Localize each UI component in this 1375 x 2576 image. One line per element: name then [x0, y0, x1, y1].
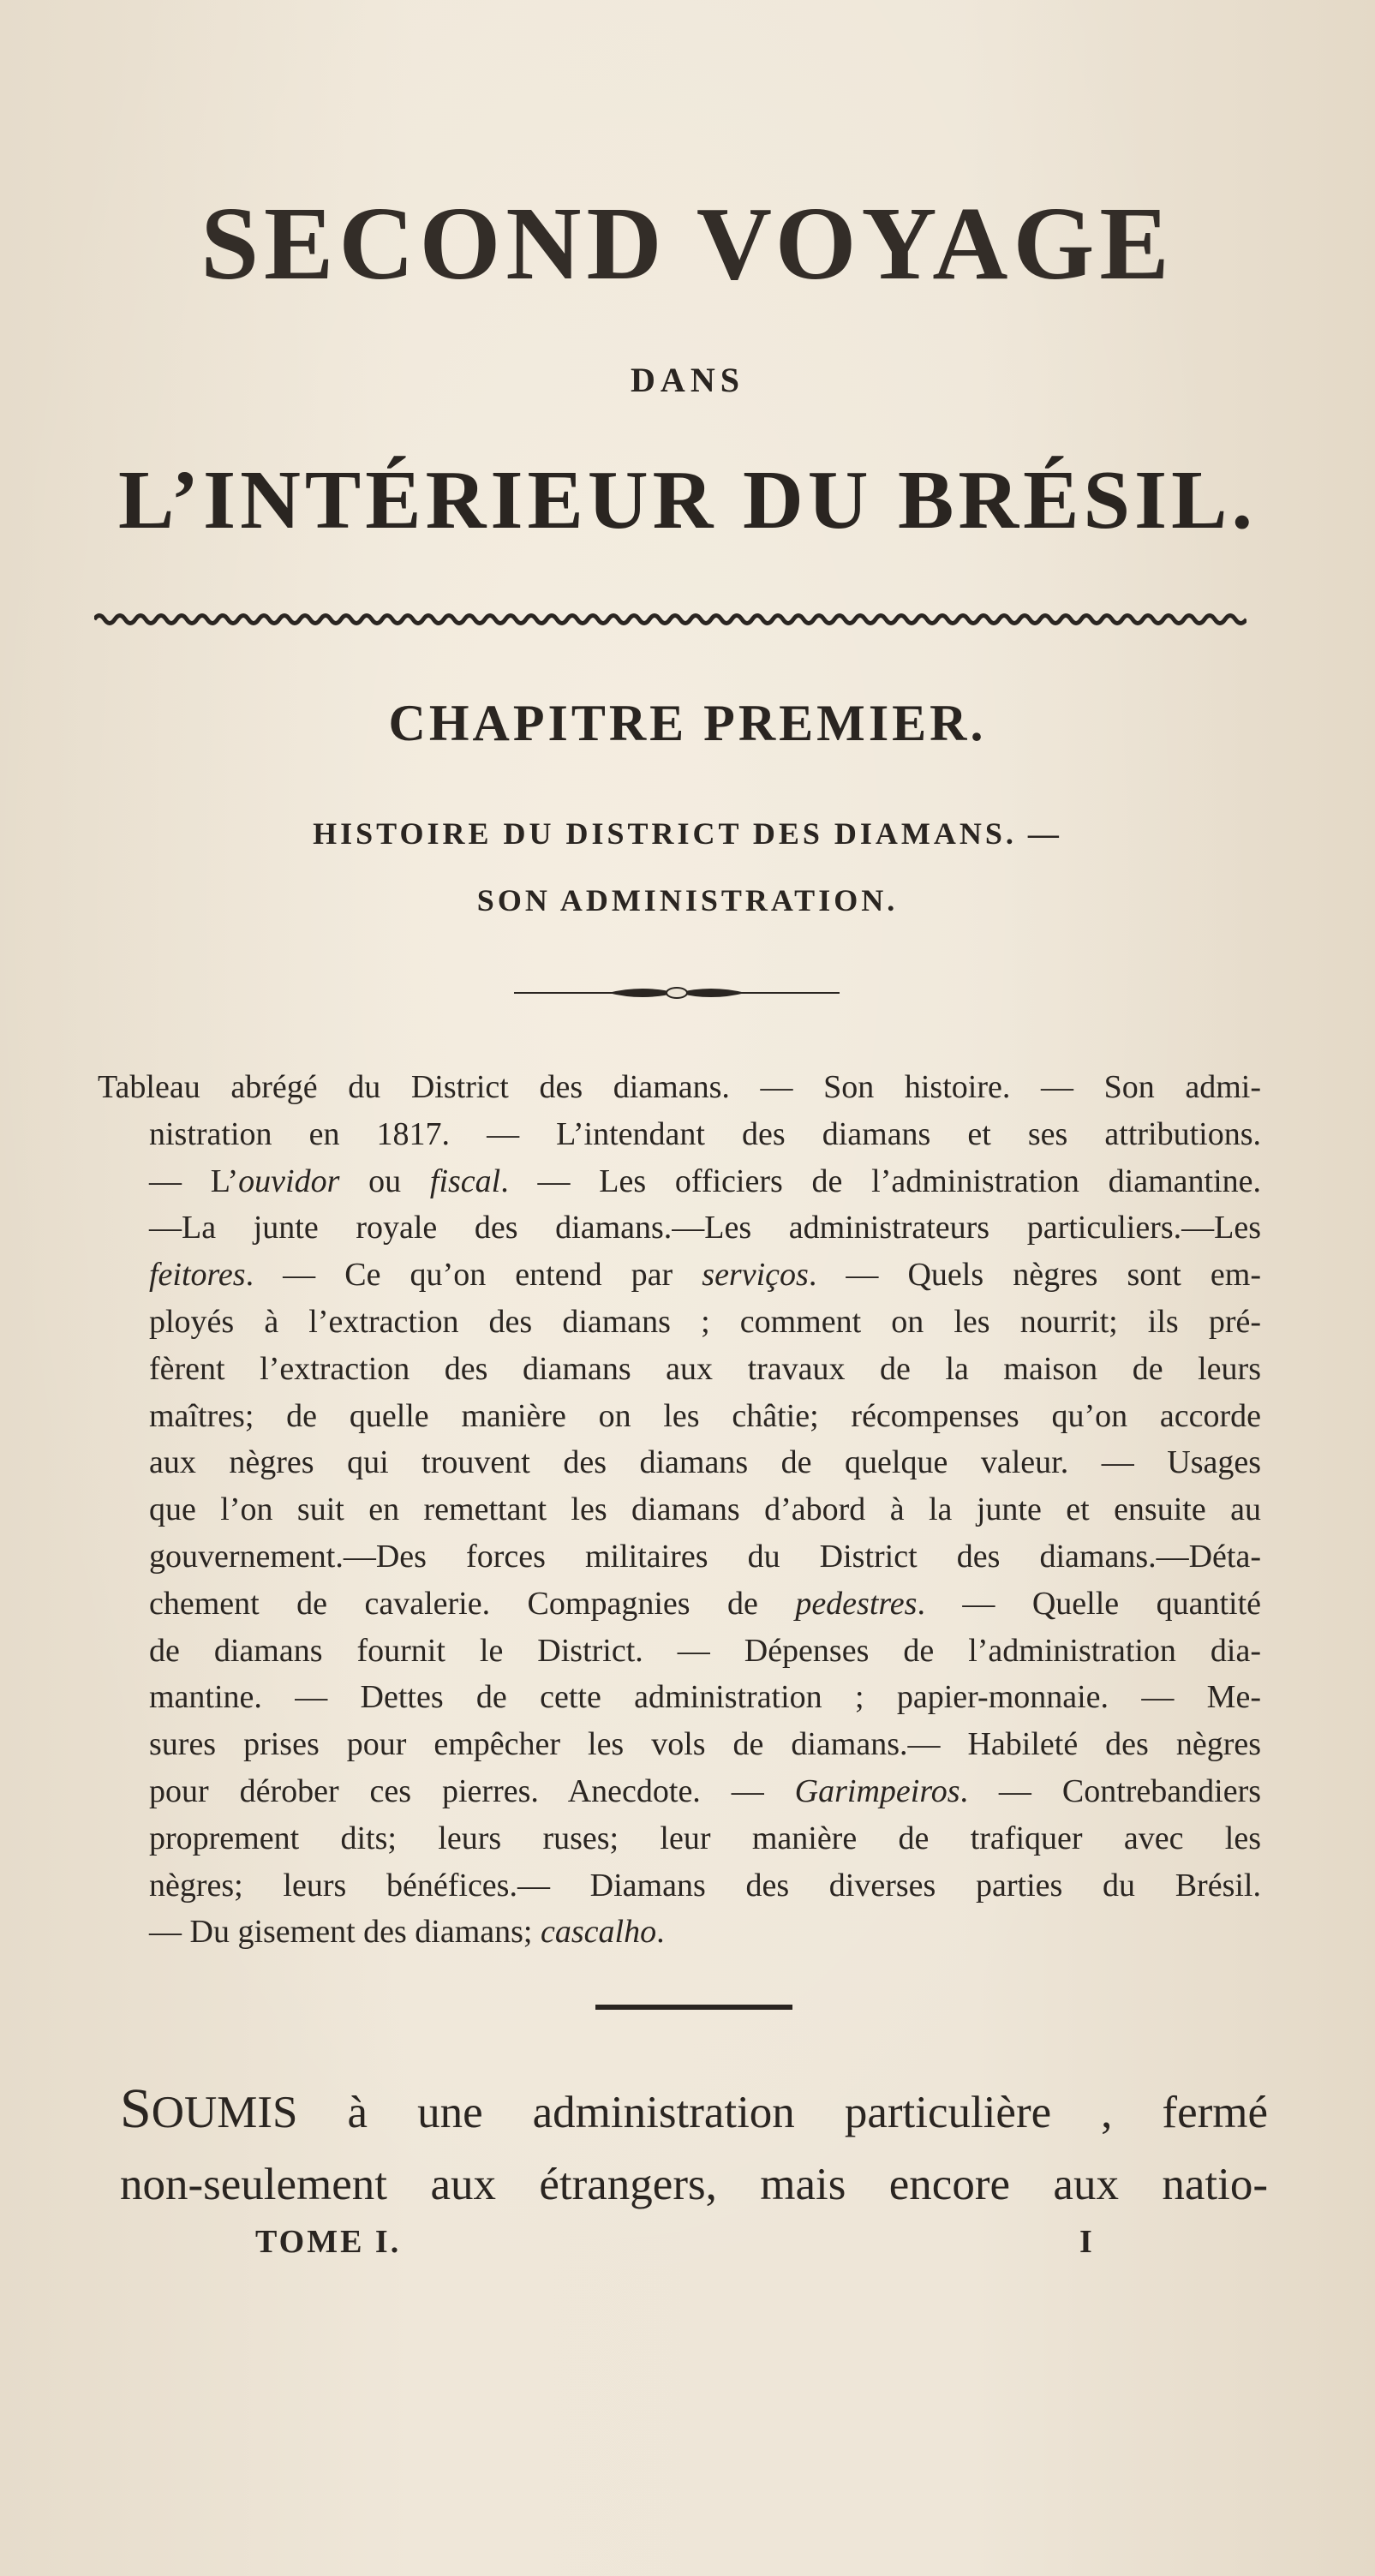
summary-line: nistration en 1817. — L’intendant des diamans et ses attributions.	[149, 1115, 1261, 1152]
summary-line: pour dérober ces pierres. Anecdote. — Garimpeiros. — Contrebandiers	[149, 1772, 1262, 1809]
summary-line: nègres; leurs bénéfices.— Diamans des diverses parties du Brésil.	[149, 1867, 1261, 1904]
summary-line: feitores. — Ce qu’on entend par serviços. — Quels nègres sont em-	[149, 1257, 1261, 1294]
summary-line: ployés à l’extraction des diamans ; comment on les nourrit; ils pré-	[149, 1303, 1261, 1340]
volume-signature: TOME I.	[255, 2224, 402, 2260]
summary-line: gouvernement.—Des forces militaires du District des diamans.—Déta-	[149, 1538, 1261, 1575]
summary-line: maîtres; de quelle manière on les châtie; récompenses qu’on accorde	[149, 1397, 1261, 1434]
summary-line: sures prises pour empêcher les vols de diamans.— Habileté des nègres	[149, 1726, 1261, 1763]
summary-line: que l’on suit en remettant les diamans d’abord à la junte et ensuite au	[149, 1491, 1261, 1528]
summary-line: — Du gisement des diamans; cascalho.	[149, 1914, 665, 1951]
summary-line: proprement dits; leurs ruses; leur manière de trafiquer avec les	[149, 1820, 1261, 1856]
signature-mark: I	[1079, 2224, 1092, 2260]
summary-line: — L’ouvidor ou fiscal. — Les officiers de l’administration diamantine.	[149, 1162, 1261, 1199]
body-line-1	[120, 2073, 1268, 2149]
section-divider	[595, 2005, 792, 2010]
ornamental-rule	[514, 983, 840, 1002]
title-line-2: L’INTÉRIEUR DU BRÉSIL.	[117, 454, 1258, 547]
summary-line: aux nègres qui trouvent des diamans de quelque valeur. — Usages	[149, 1444, 1261, 1481]
body-paragraph	[120, 2073, 1268, 2220]
body-line-2: non-seulement aux étrangers, mais encore aux natio-	[120, 2160, 1268, 2209]
summary-line: de diamans fournit le District. — Dépenses de l’administration dia-	[149, 1632, 1261, 1669]
summary-line: fèrent l’extraction des diamans aux travaux de la maison de leurs	[149, 1350, 1261, 1387]
chapter-summary	[98, 1064, 1261, 1956]
chapter-subtitle-line-1: HISTOIRE DU DISTRICT DES DIAMANS. —	[313, 816, 1062, 851]
wavy-rule-ornament	[94, 610, 1246, 629]
drop-cap: S	[120, 2077, 152, 2140]
title-dans: DANS	[631, 361, 744, 399]
body-line-1-text: OUMIS à une administration particulière , fermé	[151, 2088, 1268, 2137]
summary-line: —La junte royale des diamans.—Les administrateurs particuliers.—Les	[149, 1210, 1261, 1246]
summary-line: chement de cavalerie. Compagnies de pedestres. — Quelle quantité	[149, 1585, 1261, 1622]
title-line-1: SECOND VOYAGE	[200, 186, 1175, 302]
summary-line: Tableau abrégé du District des diamans. — Son histoire. — Son admi-	[98, 1069, 1261, 1105]
chapter-heading: CHAPITRE PREMIER.	[388, 695, 987, 751]
summary-line: mantine. — Dettes de cette administration ; papier-monnaie. — Me-	[149, 1679, 1261, 1716]
chapter-subtitle-line-2: SON ADMINISTRATION.	[476, 883, 899, 917]
